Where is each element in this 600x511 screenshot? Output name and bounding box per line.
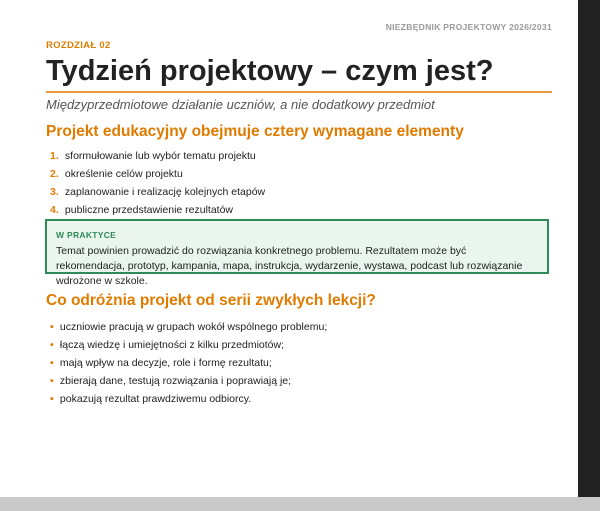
viewer-edge-bottom	[0, 497, 600, 511]
page-subtitle: Międzyprzedmiotowe działanie uczniów, a nie dodatkowy przedmiot	[46, 97, 435, 112]
callout-label: W PRAKTYCE	[56, 230, 117, 240]
list-number: 1.	[50, 150, 59, 162]
viewer-edge-right	[578, 0, 600, 511]
section-heading-elements: Projekt edukacyjny obejmuje cztery wymagane elementy	[46, 123, 464, 140]
title-divider	[46, 91, 552, 93]
list-item-text: łączą wiedzę i umiejętności z kilku przedmiotów;	[59, 339, 285, 351]
list-item-text: publiczne przedstawienie rezultatów	[64, 204, 234, 216]
list-item	[50, 150, 265, 168]
page-title: Tydzień projektowy – czym jest?	[46, 55, 494, 87]
list-item	[50, 168, 265, 186]
bullet-marker: •	[50, 321, 54, 333]
list-item-text: zaplanowanie i realizację kolejnych etapów	[64, 186, 266, 198]
list-item-text: zbierają dane, testują rozwiązania i poprawiają je;	[59, 375, 292, 387]
list-item-text: sformułowanie lub wybór tematu projektu	[64, 150, 256, 162]
list-item-text: mają wpływ na decyzje, role i formę rezultatu;	[59, 357, 272, 369]
list-item	[50, 321, 327, 339]
list-item	[50, 339, 327, 357]
bullet-marker: •	[50, 393, 54, 405]
list-item	[50, 375, 327, 393]
callout-text: Temat powinien prowadzić do rozwiązania konkretnego problemu. Rezultatem może być rekomendacja, prototyp, kampania, mapa, instrukcja, wydarzenie, wystawa, podcast lub rozwiązanie wdrożone w szkole.	[56, 245, 523, 287]
bullet-marker: •	[50, 339, 54, 351]
list-item	[50, 186, 265, 204]
chapter-label: ROZDZIAŁ 02	[46, 40, 111, 51]
list-number: 3.	[50, 186, 59, 198]
bullet-marker: •	[50, 375, 54, 387]
running-head: NIEZBĘDNIK PROJEKTOWY 2026/2031	[385, 22, 552, 32]
list-number: 2.	[50, 168, 59, 180]
list-item	[50, 393, 327, 411]
list-item	[50, 357, 327, 375]
section-heading-differences: Co odróżnia projekt od serii zwykłych lekcji?	[46, 292, 376, 309]
required-elements-list	[50, 150, 265, 222]
differences-list	[50, 321, 327, 411]
list-item-text: określenie celów projektu	[64, 168, 183, 180]
list-item-text: uczniowie pracują w grupach wokół wspólnego problemu;	[59, 321, 328, 333]
list-item-text: pokazują rezultat prawdziwemu odbiorcy.	[59, 393, 252, 405]
list-number: 4.	[50, 204, 59, 216]
bullet-marker: •	[50, 357, 54, 369]
practice-callout	[45, 219, 549, 287]
